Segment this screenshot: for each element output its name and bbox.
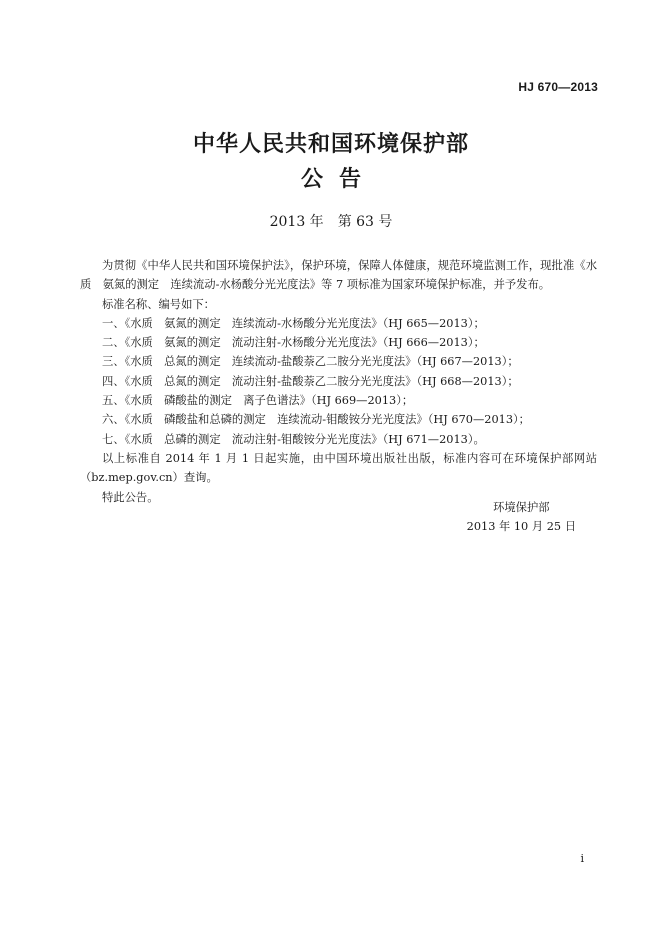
issue-line (0, 211, 662, 231)
standards-list (80, 314, 597, 449)
standard-item: 二、《水质 氨氮的测定 流动注射-水杨酸分光光度法》（HJ 666—2013）； (102, 336, 485, 350)
standard-item: 七、《水质 总磷的测定 流动注射-钼酸铵分光光度法》（HJ 671—2013）。 (102, 432, 485, 446)
issue-number: 第 63 号 (337, 214, 393, 230)
standard-item: 三、《水质 总氮的测定 连续流动-盐酸萘乙二胺分光光度法》（HJ 667—2013）； (102, 355, 519, 369)
intro-paragraph: 为贯彻《中华人民共和国环境保护法》，保护环境，保障人体健康，规范环境监测工作，现批准《水质 氨氮的测定 连续流动-水杨酸分光光度法》等 7 项标准为国家环境保护标准，并予发布。 (80, 259, 597, 292)
closing-line: 特此公告。 (102, 490, 159, 504)
standard-code: HJ 670—2013 (518, 80, 598, 94)
signature-org: 环境保护部 (493, 501, 550, 514)
issue-year: 2013 年 (269, 214, 324, 230)
signature-date: 2013 年 10 月 25 日 (466, 520, 576, 534)
announcement-body (80, 256, 597, 507)
effective-note: 以上标准自 2014 年 1 月 1 日起实施，由中国环境出版社出版，标准内容可在环境保护部网站（bz.mep.gov.cn）查询。 (80, 451, 597, 485)
standard-item: 六、《水质 磷酸盐和总磷的测定 连续流动-钼酸铵分光光度法》（HJ 670—2013）； (102, 413, 530, 427)
page-number: i (580, 852, 584, 865)
standard-item: 五、《水质 磷酸盐的测定 离子色谱法》（HJ 669—2013）； (102, 394, 414, 408)
document-subtitle: 公告 (300, 166, 377, 192)
standard-item: 一、《水质 氨氮的测定 连续流动-水杨酸分光光度法》（HJ 665—2013）； (102, 316, 485, 330)
document-title: 中华人民共和国环境保护部 (192, 131, 469, 157)
signature-block (467, 498, 576, 537)
standard-item: 四、《水质 总氮的测定 流动注射-盐酸萘乙二胺分光光度法》（HJ 668—2013）； (102, 374, 519, 388)
list-heading: 标准名称、编号如下： (102, 297, 215, 311)
